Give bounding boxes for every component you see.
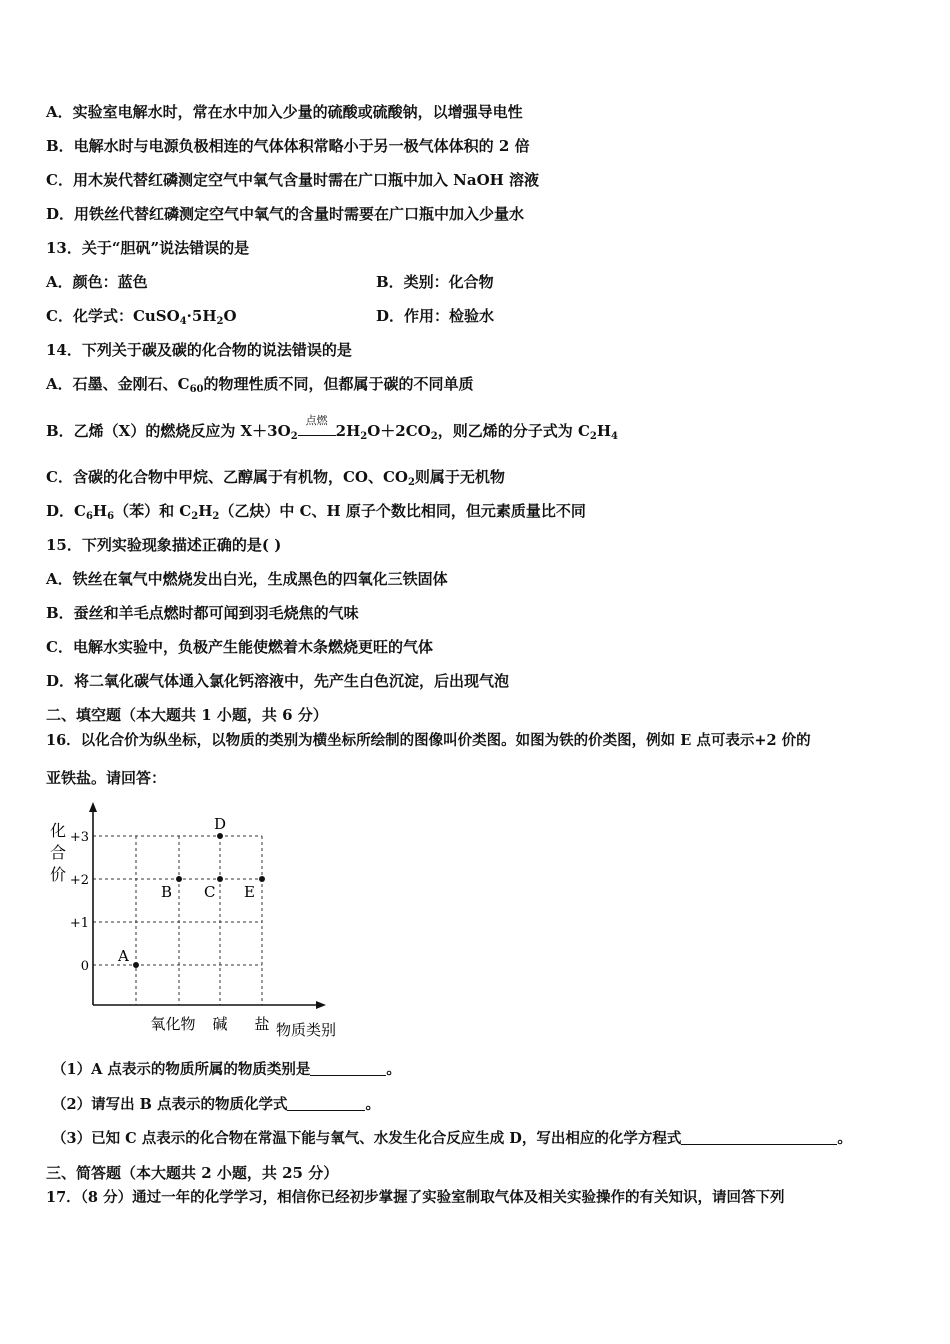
q17-stem: 17．（8 分）通过一年的化学学习，相信你已经初步掌握了实验室制取气体及相关实验操作的有关知识，请回答下列 xyxy=(46,1189,785,1206)
data-point-A xyxy=(133,962,139,968)
answer-blank-2[interactable] xyxy=(287,1096,365,1111)
q16-sub1: （1）A 点表示的物质所属的物质类别是 。 xyxy=(52,1061,401,1078)
data-point-C xyxy=(217,876,223,882)
q16-stem-line1: 16．以化合价为纵坐标，以物质的类别为横坐标所绘制的图像叫价类图。如图为铁的价类图，例如 E 点可表示+2 价的 xyxy=(46,732,811,749)
q13-row2 xyxy=(46,306,495,332)
q16-sub2: （2）请写出 B 点表示的物质化学式 。 xyxy=(52,1096,380,1113)
q15-option-d: D．将二氧化碳气体通入氯化钙溶液中，先产生白色沉淀，后出现气泡 xyxy=(46,672,510,690)
y-tick-label: 0 xyxy=(80,959,89,974)
y-axis-arrow xyxy=(89,802,97,812)
q14-option-c: C．含碳的化合物中甲烷、乙醇属于有机物，CO、$CO_2$则属于无机物 xyxy=(46,468,505,488)
q15-option-a: A．铁丝在氧气中燃烧发出白光，生成黑色的四氧化三铁固体 xyxy=(46,570,448,588)
q15-stem: 15．下列实验现象描述正确的是( ) xyxy=(46,536,282,554)
section-2-heading: 二、填空题（本大题共 1 小题，共 6 分） xyxy=(46,706,328,724)
q13-row1 xyxy=(46,272,494,292)
point-label-A: A xyxy=(118,947,129,965)
x-axis-arrow xyxy=(316,1001,326,1009)
q12-option-d: D．用铁丝代替红磷测定空气中氧气的含量时需要在广口瓶中加入少量水 xyxy=(46,205,525,223)
answer-blank-3[interactable] xyxy=(681,1130,837,1145)
q13-option-c: C．化学式：$CuSO_4\cdot 5H_2O$ xyxy=(46,307,237,327)
point-label-E: E xyxy=(244,883,255,901)
q13-option-b: B．类别：化合物 xyxy=(376,273,494,291)
valence-class-chart xyxy=(40,800,360,1045)
x-tick-label: 盐 xyxy=(254,1015,270,1033)
q14-option-a: A．石墨、金刚石、$C_{60}$的物理性质不同，但都属于碳的不同单质 xyxy=(46,375,474,395)
q12-option-b: B．电解水时与电源负极相连的气体体积常略小于另一极气体体积的 2 倍 xyxy=(46,137,530,155)
q14-stem: 14．下列关于碳及碳的化合物的说法错误的是 xyxy=(46,341,352,359)
q13-stem: 13．关于“胆矾”说法错误的是 xyxy=(46,239,250,257)
point-label-B: B xyxy=(161,883,173,901)
data-point-D xyxy=(217,833,223,839)
q13-option-a: A．颜色：蓝色 xyxy=(46,273,148,291)
q12-option-a: A．实验室电解水时，常在水中加入少量的硫酸或硫酸钠，以增强导电性 xyxy=(46,103,523,121)
y-axis-label-char: 价 xyxy=(50,865,67,884)
y-tick-label: +2 xyxy=(69,873,89,888)
point-label-C: C xyxy=(204,883,216,901)
y-tick-label: +3 xyxy=(69,830,89,845)
q16-stem-line2: 亚铁盐。请回答： xyxy=(46,769,167,787)
answer-blank-1[interactable] xyxy=(310,1061,386,1076)
point-label-D: D xyxy=(214,815,227,833)
q12-option-c: C．用木炭代替红磷测定空气中氧气含量时需在广口瓶中加入 NaOH 溶液 xyxy=(46,171,540,189)
q14-option-d: D．$C_6H_6$（苯）和 $C_2H_2$（乙炔）中 C、H 原子个数比相同，但元素质量比不同 xyxy=(46,502,586,522)
q15-option-b: B．蚕丝和羊毛点燃时都可闻到羽毛烧焦的气味 xyxy=(46,604,359,622)
x-axis-label: 物质类别 xyxy=(276,1021,337,1039)
section-3-heading: 三、简答题（本大题共 2 小题，共 25 分） xyxy=(46,1164,339,1182)
q14-option-b: B．乙烯（X）的燃烧反应为 $X+3O_2$ 点燃 $2H_2O+2CO_2$，则乙烯的分子式为 $C_2H_4$ xyxy=(46,414,619,442)
q16-sub3: （3）已知 C 点表示的化合物在常温下能与氧气、水发生化合反应生成 D，写出相应的化学方程式 。 xyxy=(52,1130,852,1147)
y-tick-label: +1 xyxy=(69,916,89,931)
data-point-E xyxy=(259,876,265,882)
x-tick-label: 碱 xyxy=(212,1015,228,1033)
x-tick-label: 氧化物 xyxy=(150,1015,196,1033)
reaction-condition: 点燃 xyxy=(298,425,336,436)
data-point-B xyxy=(176,876,182,882)
q13-option-d: D．作用：检验水 xyxy=(376,307,495,325)
y-axis-label-char: 化 xyxy=(50,821,67,840)
q15-option-c: C．电解水实验中，负极产生能使燃着木条燃烧更旺的气体 xyxy=(46,638,433,656)
y-axis-label-char: 合 xyxy=(50,843,67,862)
